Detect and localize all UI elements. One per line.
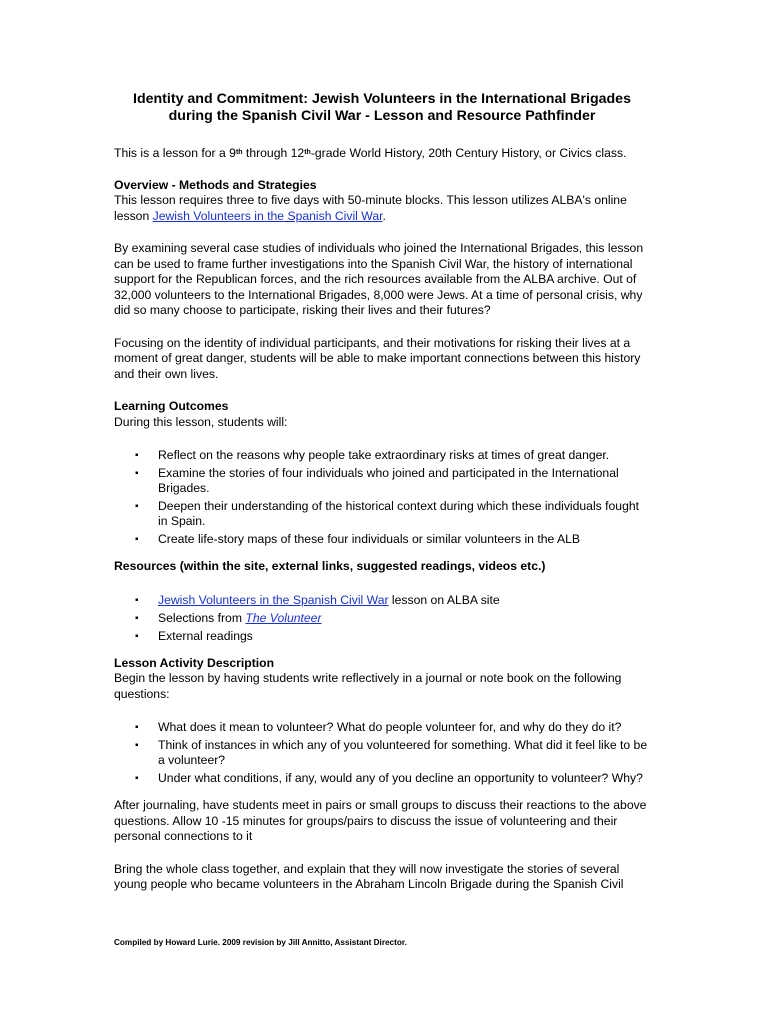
bullet-icon: ▪ <box>135 740 139 751</box>
resource-item-text: lesson on ALBA site <box>388 592 500 607</box>
list-item-text: What does it mean to volunteer? What do people volunteer for, and why do they do it? <box>158 720 622 734</box>
learning-outcomes-section <box>114 399 650 430</box>
bullet-icon: ▪ <box>135 501 139 512</box>
bullet-icon: ▪ <box>135 534 139 545</box>
footer-credit: Compiled by Howard Lurie. 2009 revision by Jill Annitto, Assistant Director. <box>114 938 407 947</box>
intro-text-pre: This is a lesson for a 9 <box>114 146 236 160</box>
overview-text-pre: This lesson requires three to five days with 50-minute blocks. This lesson utilizes ALBA's online lesson <box>114 193 627 223</box>
intro-text-mid: through 12 <box>242 146 305 160</box>
bullet-icon: ▪ <box>135 630 139 642</box>
list-item <box>135 532 650 547</box>
list-item <box>135 738 650 768</box>
document-title <box>114 91 650 125</box>
list-item-text: Think of instances in which any of you volunteered for something. What did it feel like to be a volunteer? <box>158 738 648 767</box>
list-item <box>135 466 650 496</box>
learning-outcomes-list <box>114 448 650 547</box>
title-line-1: Identity and Commitment: Jewish Volunteers in the International Brigades <box>133 91 631 107</box>
overview-heading-text: Overview <box>114 177 169 192</box>
resource-item-text: Selections from <box>158 610 246 625</box>
activity-intro: Begin the lesson by having students write reflectively in a journal or note book on the following questions: <box>114 671 622 701</box>
overview-text-post: . <box>382 208 386 223</box>
resource-item-text: External readings <box>158 628 253 643</box>
activity-heading: Lesson Activity Description <box>114 655 275 670</box>
bullet-icon: ▪ <box>135 594 139 606</box>
title-line-2: during the Spanish Civil War - Lesson and Resource Pathfinder <box>168 108 596 124</box>
learning-outcomes-intro: During this lesson, students will: <box>114 414 288 429</box>
list-item <box>135 771 650 786</box>
intro-text-post: -grade World History, 20th Century History, or Civics class. <box>310 146 627 160</box>
bullet-icon: ▪ <box>135 773 139 784</box>
bullet-icon: ▪ <box>135 468 139 479</box>
overview-heading <box>114 178 650 194</box>
bullet-icon: ▪ <box>135 450 139 461</box>
activity-questions-list <box>114 720 650 786</box>
list-item-text: Reflect on the reasons why people take extraordinary risks at times of great danger. <box>158 448 610 462</box>
activity-paragraph-2: After journaling, have students meet in pairs or small groups to discuss their reactions to the above questions. Allow 10 -15 minutes for groups/pairs to discuss the issue of volunteering and their personal connections to it <box>114 798 647 843</box>
activity-section <box>114 656 650 703</box>
overview-paragraph-1 <box>114 193 650 224</box>
list-item <box>135 499 650 529</box>
learning-outcomes-heading: Learning Outcomes <box>114 399 229 413</box>
intro-superscript-2: th <box>304 149 311 156</box>
list-item <box>135 592 650 608</box>
overview-paragraph-3: Focusing on the identity of individual participants, and their motivations for risking their lives at a moment of great danger, students will be able to make important connections between this history and their own lives. <box>114 335 641 381</box>
jewish-volunteers-link[interactable]: Jewish Volunteers in the Spanish Civil War <box>152 208 383 223</box>
resources-list <box>114 593 650 644</box>
overview-section <box>114 178 650 225</box>
bullet-icon: ▪ <box>135 722 139 733</box>
list-item <box>135 720 650 735</box>
resources-heading: Resources (within the site, external links, suggested readings, videos etc.) <box>114 559 546 573</box>
bullet-icon: ▪ <box>135 612 139 624</box>
jewish-volunteers-resource-link[interactable]: Jewish Volunteers in the Spanish Civil War <box>158 592 389 607</box>
intro-superscript-1: th <box>235 149 243 156</box>
activity-paragraph-3: Bring the whole class together, and explain that they will now investigate the stories of several young people who became volunteers in the Abraham Lincoln Brigade during the Spanish Civil <box>114 861 624 891</box>
overview-paragraph-2: By examining several case studies of individuals who joined the International Brigades, this lesson can be used to frame further investigations into the Spanish Civil War, the history of international support for the Republican forces, and the rich resources available from the ALBA archive. Out of 32,000 volunteers to the International Brigades, 8,000 were Jews. At a time of personal crisis, why did so many choose to participate, risking their lives and their futures? <box>114 241 644 317</box>
overview-subheading: - Methods and Strategies <box>168 177 317 192</box>
list-item-text: Under what conditions, if any, would any of you decline an opportunity to volunteer? Why? <box>158 771 643 785</box>
intro-paragraph <box>114 146 650 162</box>
list-item-text: Examine the stories of four individuals who joined and participated in the International Brigades. <box>158 466 619 495</box>
list-item <box>135 610 650 626</box>
the-volunteer-link[interactable]: The Volunteer <box>245 610 322 625</box>
list-item-text: Deepen their understanding of the historical context during which these individuals fought in Spain. <box>158 499 640 528</box>
list-item <box>135 448 650 463</box>
list-item-text: Create life-story maps of these four individuals or similar volunteers in the ALB <box>158 532 581 546</box>
list-item <box>135 628 650 644</box>
